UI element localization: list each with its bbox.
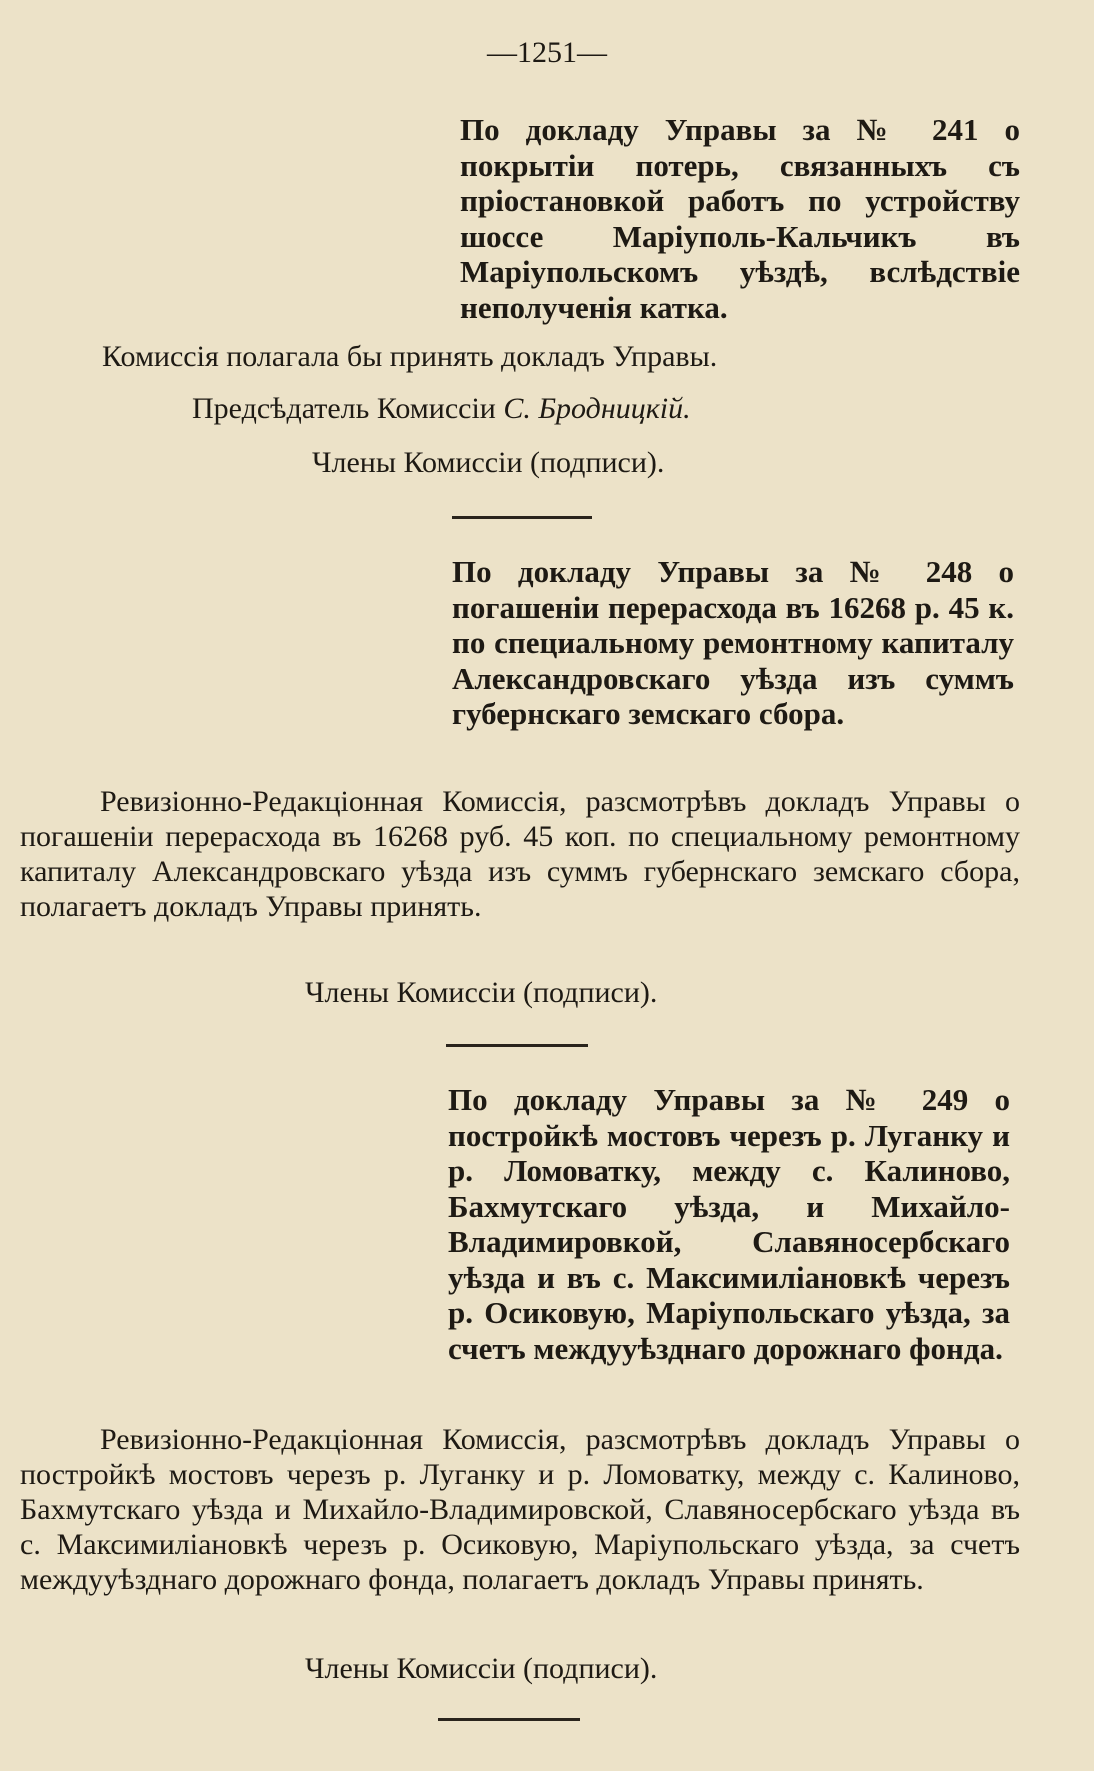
- chairman-label: Предсѣдатель Комиссіи: [192, 392, 496, 425]
- section-1-conclusion: Комиссія полагала бы принять докладъ Управы.: [102, 340, 718, 373]
- section-1-heading: По докладу Управы за № 241 о покрытіи потерь, связанныхъ съ пріостановкой работъ по устройству шоссе Маріуполь-Кальчикъ въ Маріупольскомъ уѣздѣ, вслѣдствіе неполученія катка.: [460, 112, 1020, 325]
- section-3-members: Члены Комиссіи (подписи).: [305, 1652, 658, 1685]
- section-1-members: Члены Комиссіи (подписи).: [312, 446, 665, 479]
- page-number: —1251—: [487, 36, 607, 69]
- section-2-heading: По докладу Управы за № 248 о погашеніи перерасхода въ 16268 р. 45 к. по специальному ремонтному капиталу Александровскаго уѣзда изъ суммъ губернскаго земскаго сбора.: [452, 554, 1014, 731]
- section-divider: [438, 1718, 580, 1721]
- section-divider: [452, 516, 592, 519]
- section-divider: [446, 1044, 588, 1047]
- section-3-body: Ревизіонно-Редакціонная Комиссія, разсмотрѣвъ докладъ Управы о постройкѣ мостовъ черезъ р. Луганку и р. Ломоватку, между с. Калиново, Бахмутскаго уѣзда и Михайло-Владимировской, Славяносербскаго уѣзда въ с. Максимиліановкѣ черезъ р. Осиковую, Маріупольскаго уѣзда, за счетъ междууѣзднаго дорожнаго фонда, полагаетъ докладъ Управы принять.: [20, 1423, 1020, 1596]
- section-1-chairman: [192, 392, 691, 426]
- section-2-body: Ревизіонно-Редакціонная Комиссія, разсмотрѣвъ докладъ Управы о погашеніи перерасхода въ 16268 руб. 45 коп. по специальному ремонтному капиталу Александровскаго уѣзда изъ суммъ губернскаго земскаго сбора, полагаетъ докладъ Управы принять.: [20, 785, 1020, 923]
- section-3-heading: По докладу Управы за № 249 о постройкѣ мостовъ черезъ р. Луганку и р. Ломоватку, между с. Калиново, Бахмутскаго уѣзда, и Михайло-Владимировкой, Славяносербскаго уѣзда и въ с. Максимиліановкѣ черезъ р. Осиковую, Маріупольскаго уѣзда, за счетъ междууѣзднаго дорожнаго фонда.: [448, 1082, 1010, 1366]
- chairman-name: С. Бродницкій.: [503, 392, 691, 425]
- section-2-members: Члены Комиссіи (подписи).: [305, 976, 658, 1009]
